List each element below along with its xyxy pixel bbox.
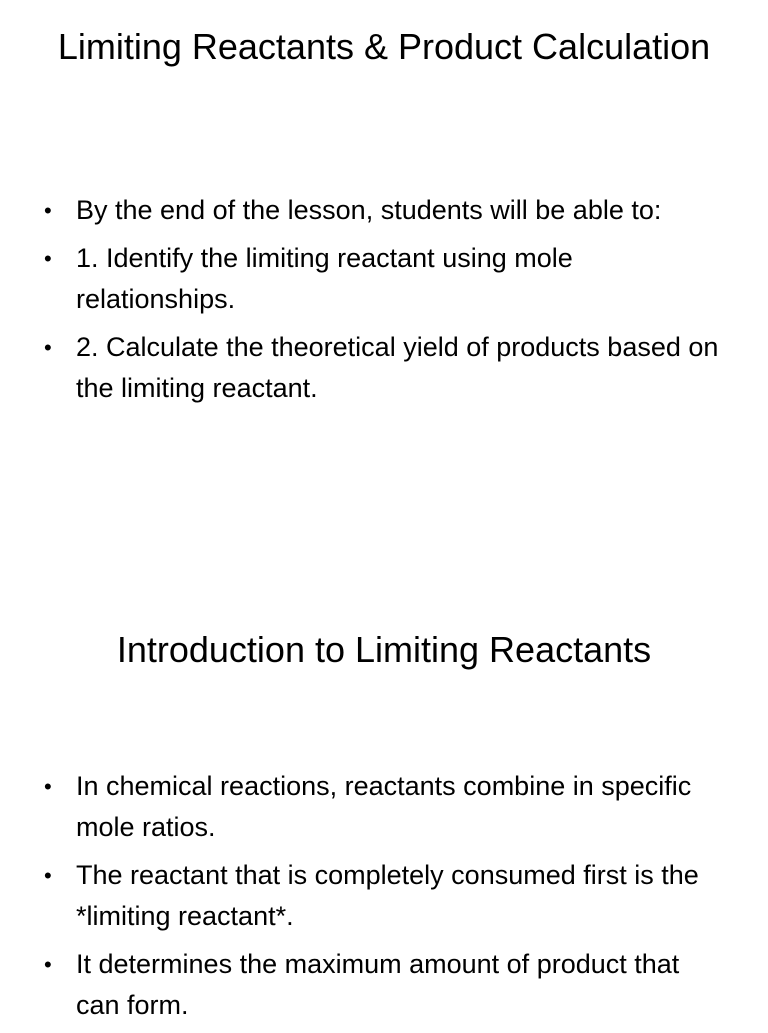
bullet-icon: • (44, 952, 52, 977)
bullet-text: In chemical reactions, reactants combine in specific mole ratios. (76, 771, 692, 842)
bullet-item (40, 766, 724, 848)
bullet-item (40, 327, 724, 409)
bullet-icon: • (44, 198, 52, 223)
bullet-icon: • (44, 863, 52, 888)
slide-title: Introduction to Limiting Reactants (116, 629, 652, 670)
bullet-item (40, 190, 724, 231)
slide-title: Limiting Reactants & Product Calculation (57, 26, 711, 67)
bullet-icon: • (44, 774, 52, 799)
bullet-text: The reactant that is completely consumed first is the *limiting reactant*. (76, 860, 699, 931)
bullet-text: 2. Calculate the theoretical yield of products based on the limiting reactant. (76, 332, 719, 403)
bullet-list (40, 190, 724, 416)
bullet-icon: • (44, 335, 52, 360)
bullet-item (40, 944, 724, 1026)
bullet-list (40, 766, 724, 1033)
bullet-icon: • (44, 246, 52, 271)
slide-1 (0, 0, 768, 512)
bullet-text: 1. Identify the limiting reactant using mole relationships. (76, 243, 573, 314)
bullet-text: By the end of the lesson, students will be able to: (76, 195, 662, 225)
bullet-item (40, 238, 724, 320)
bullet-item (40, 855, 724, 937)
bullet-text: It determines the maximum amount of product that can form. (76, 949, 680, 1020)
slide-2 (0, 512, 768, 1024)
